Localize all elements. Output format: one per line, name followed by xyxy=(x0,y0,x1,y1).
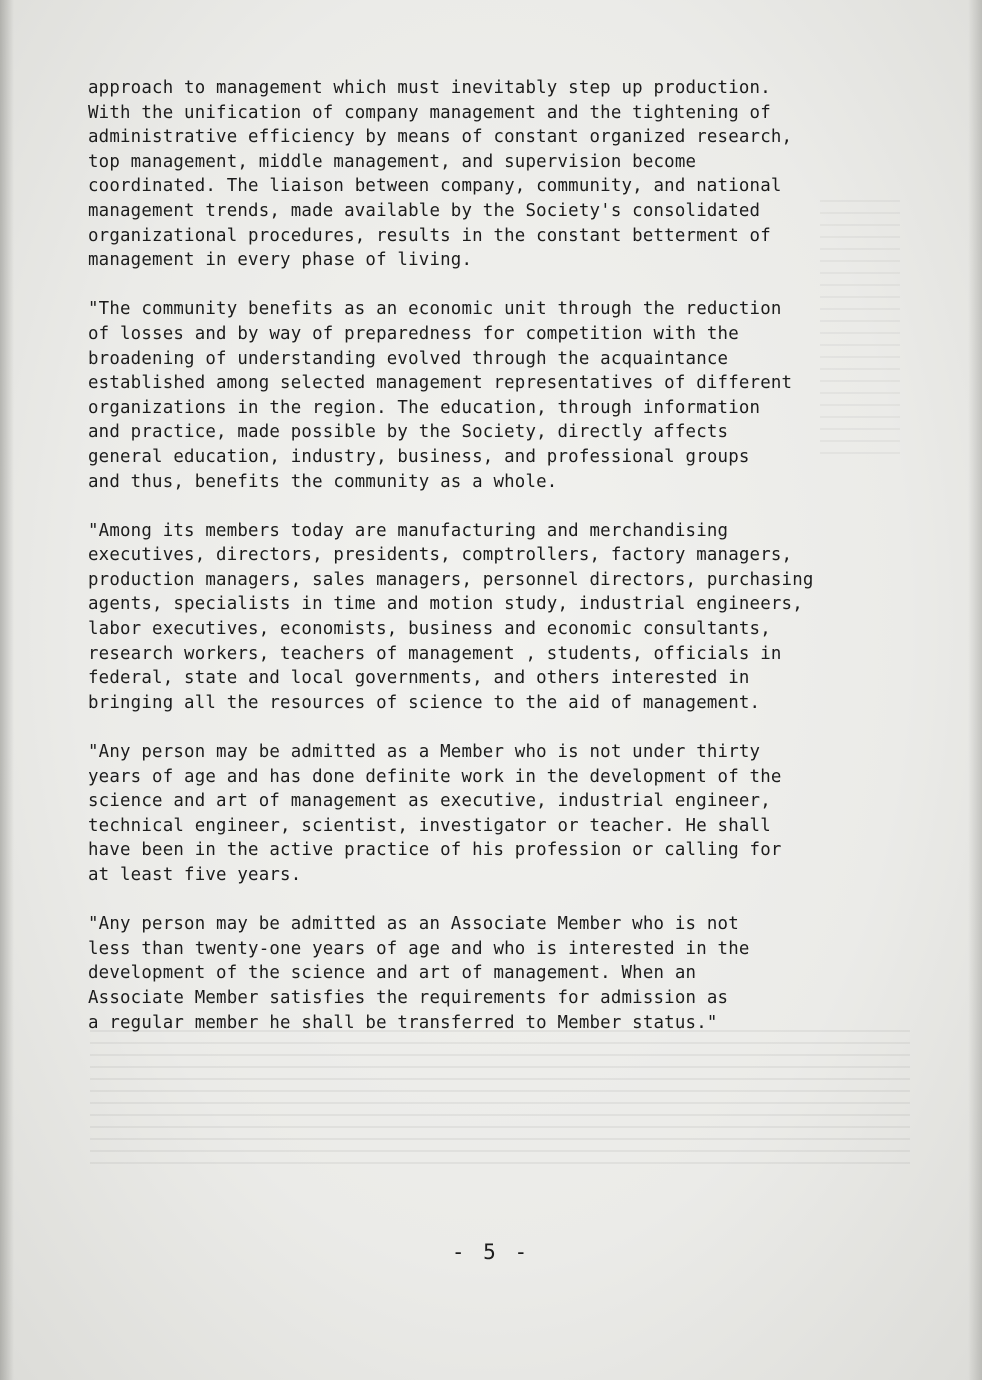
text-line: coordinated. The liaison between company, community, and national xyxy=(88,176,782,197)
paragraph-member-admission xyxy=(88,740,918,888)
paragraph-community-benefits xyxy=(88,297,918,494)
text-line: labor executives, economists, business and economic consultants, xyxy=(88,619,771,640)
body-text xyxy=(88,76,918,1060)
text-line: federal, state and local governments, and others interested in xyxy=(88,668,750,689)
text-line: general education, industry, business, and professional groups xyxy=(88,446,750,467)
text-line: executives, directors, presidents, comptrollers, factory managers, xyxy=(88,545,793,566)
text-line: established among selected management representatives of different xyxy=(88,373,793,394)
text-line: With the unification of company management and the tightening of xyxy=(88,102,771,123)
text-line: agents, specialists in time and motion study, industrial engineers, xyxy=(88,594,803,615)
text-line: research workers, teachers of management , students, officials in xyxy=(88,643,782,664)
text-line: "The community benefits as an economic unit through the reduction xyxy=(88,299,782,320)
left-edge-shadow xyxy=(0,0,14,1380)
text-line: management trends, made available by the Society's consolidated xyxy=(88,200,761,221)
text-line: less than twenty-one years of age and who is interested in the xyxy=(88,938,750,959)
paragraph-members-today xyxy=(88,519,918,716)
text-line: have been in the active practice of his profession or calling for xyxy=(88,840,782,861)
text-line: management in every phase of living. xyxy=(88,250,473,271)
text-line: "Any person may be admitted as a Member who is not under thirty xyxy=(88,742,761,763)
text-line: broadening of understanding evolved through the acquaintance xyxy=(88,348,729,369)
text-line: technical engineer, scientist, investigator or teacher. He shall xyxy=(88,815,771,836)
text-line: production managers, sales managers, personnel directors, purchasing xyxy=(88,569,814,590)
text-line: and thus, benefits the community as a whole. xyxy=(88,471,558,492)
text-line: science and art of management as executive, industrial engineer, xyxy=(88,791,771,812)
text-line: "Any person may be admitted as an Associate Member who is not xyxy=(88,914,739,935)
text-line: a regular member he shall be transferred to Member status." xyxy=(88,1012,718,1033)
text-line: organizational procedures, results in the constant betterment of xyxy=(88,225,771,246)
text-line: top management, middle management, and supervision become xyxy=(88,151,697,172)
text-line: at least five years. xyxy=(88,865,302,885)
page-number: - 5 - xyxy=(451,1240,531,1264)
text-line: approach to management which must inevitably step up production. xyxy=(88,78,771,98)
text-line: and practice, made possible by the Society, directly affects xyxy=(88,422,729,443)
paragraph-associate-admission xyxy=(88,912,918,1035)
text-line: administrative efficiency by means of constant organized research, xyxy=(88,127,793,148)
text-line: "Among its members today are manufacturing and merchandising xyxy=(88,520,729,541)
paragraph-management-approach xyxy=(88,76,918,273)
text-line: Associate Member satisfies the requirements for admission as xyxy=(88,987,729,1008)
right-edge-shadow xyxy=(968,0,982,1380)
text-line: organizations in the region. The education, through information xyxy=(88,397,761,418)
text-line: of losses and by way of preparedness for competition with the xyxy=(88,323,739,344)
text-line: bringing all the resources of science to the aid of management. xyxy=(88,692,761,713)
text-line: development of the science and art of management. When an xyxy=(88,963,697,984)
text-line: years of age and has done definite work in the development of the xyxy=(88,766,782,787)
